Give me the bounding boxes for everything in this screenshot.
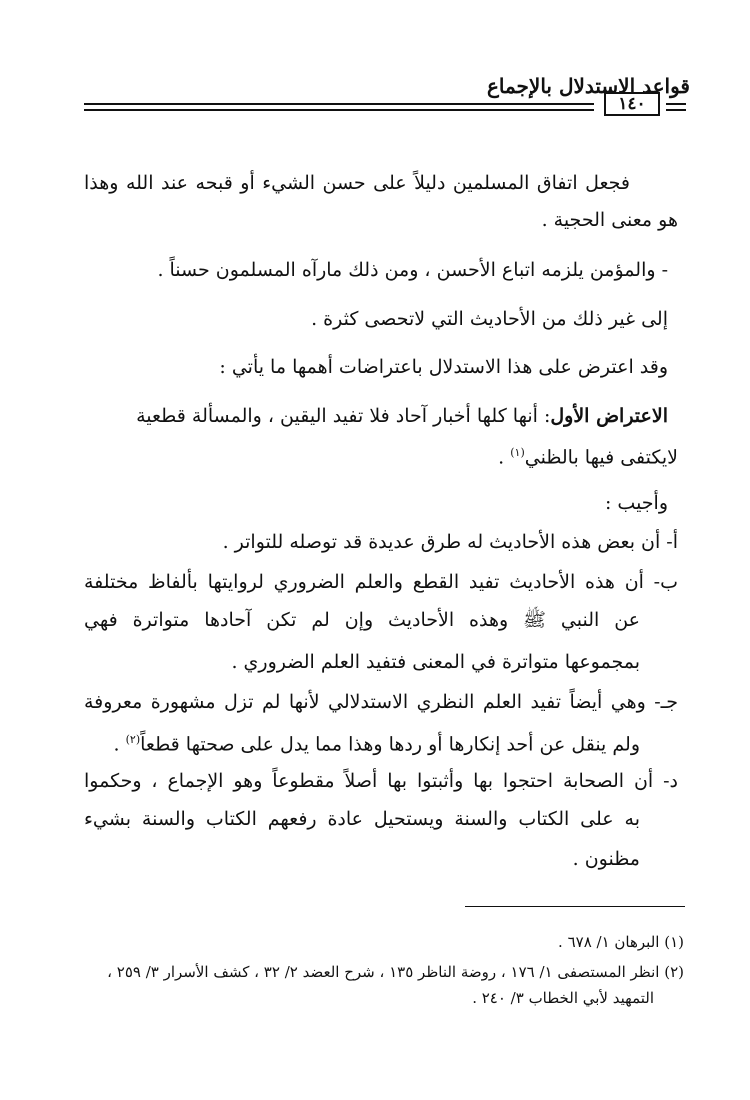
text-segment: . (113, 733, 126, 756)
text-line: د- أن الصحابة احتجوا بها وأثبتوا بها أصلاً مقطوعاً وهو الإجماع ، وحكموا (84, 770, 678, 792)
header-rule-right-top (666, 103, 686, 105)
footnote-2: (٢) انظر المستصفى ١/ ١٧٦ ، روضة الناظر ١٣٥ ، شرح العضد ٢/ ٣٢ ، كشف الأسرار ٣/ ٢٥٩ ، (107, 963, 684, 981)
text-line: جـ- وهي أيضاً تفيد العلم النظري الاستدلالي لأنها لم تزل مشهورة معروفة (84, 691, 678, 713)
header-rule-top (84, 103, 594, 105)
text-line: هو معنى الحجية . (541, 209, 678, 231)
running-title: قواعد الاستدلال بالإجماع (486, 74, 690, 98)
text-line: - والمؤمن يلزمه اتباع الأحسن ، ومن ذلك مارآه المسلمون حسناً . (157, 259, 668, 281)
header-rule-right-bottom (666, 109, 686, 111)
text-line: بمجموعها متواترة في المعنى فتفيد العلم الضروري . (231, 651, 640, 673)
objection-text: : أنها كلها أخبار آحاد فلا تفيد اليقين ، والمسألة قطعية (136, 405, 551, 427)
text-line (84, 723, 640, 757)
footnote-ref: (٢) (125, 733, 141, 746)
footnote-1: (١) البرهان ١/ ٦٧٨ . (558, 933, 684, 951)
text-segment: . (498, 446, 511, 469)
text-segment: لايكتفى فيها بالظني (524, 446, 678, 469)
text-line: ب- أن هذه الأحاديث تفيد القطع والعلم الضروري لروايتها بألفاظ مختلفة (84, 571, 678, 593)
text-line: عن النبي ﷺ وهذه الأحاديث وإن لم تكن آحادها متواترة فهي (84, 609, 640, 631)
text-line: به على الكتاب والسنة ويستحيل عادة رفعهم الكتاب والسنة بشيء (84, 808, 640, 830)
text-line: أ- أن بعض هذه الأحاديث له طرق عديدة قد توصله للتواتر . (222, 531, 678, 553)
page-number: ١٤٠ (604, 92, 660, 116)
header-rule-bottom (84, 109, 594, 111)
text-segment: ولم ينقل عن أحد إنكارها أو ردها وهذا مما يدل على صحتها قطعاً (140, 733, 640, 756)
footnote-ref: (١) (510, 446, 525, 459)
footnote-separator (465, 906, 685, 907)
text-line: فجعل اتفاق المسلمين دليلاً على حسن الشيء أو قبحه عند الله وهذا (84, 172, 630, 194)
objection-heading: الاعتراض الأول (550, 405, 668, 427)
text-line: وأجيب : (604, 492, 668, 514)
objection-line (84, 399, 668, 433)
text-line: مظنون . (572, 848, 640, 870)
text-line (84, 436, 678, 470)
text-line: إلى غير ذلك من الأحاديث التي لاتحصى كثرة . (311, 308, 668, 330)
footnote-2-continued: التمهيد لأبي الخطاب ٣/ ٢٤٠ . (472, 989, 654, 1007)
text-line: وقد اعترض على هذا الاستدلال باعتراضات أهمها ما يأتي : (219, 356, 668, 378)
